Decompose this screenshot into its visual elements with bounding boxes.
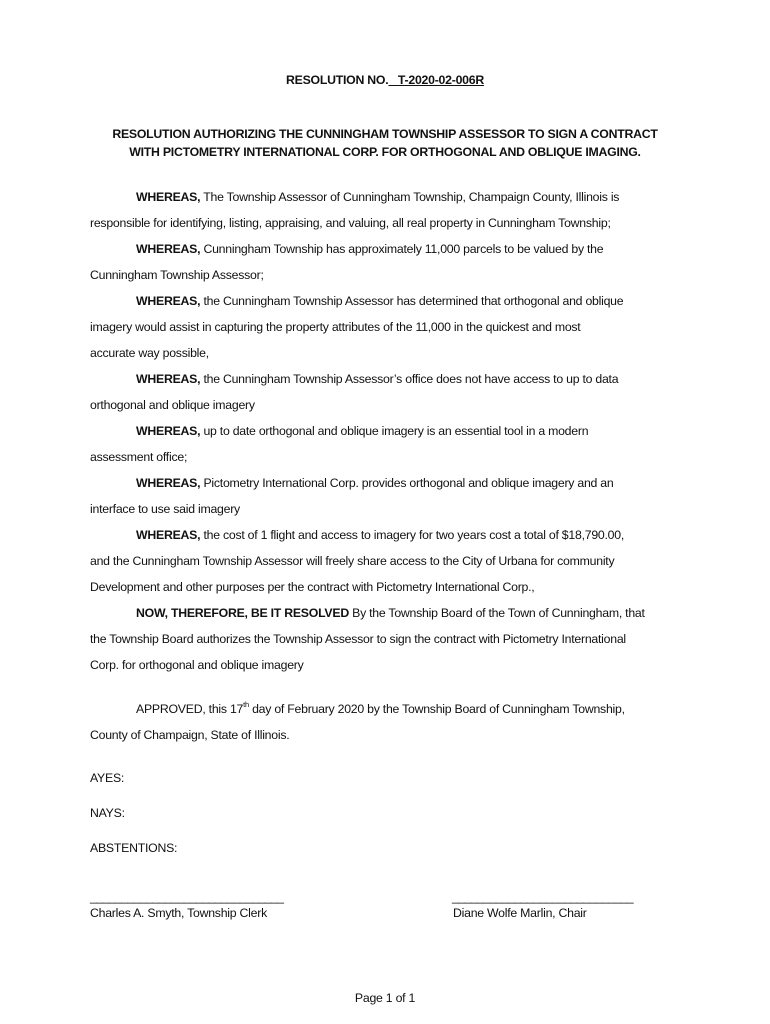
approved-statement-continuation: County of Champaign, State of Illinois.: [90, 728, 290, 742]
clause-keyword: WHEREAS,: [136, 372, 201, 386]
approved-statement: APPROVED, this 17th day of February 2020 by the Township Board of Cunningham Township,: [136, 699, 625, 716]
resolved-clause-continuation: Corp. for orthogonal and oblique imagery: [90, 658, 304, 672]
clerk-name: Charles A. Smyth, Township Clerk: [90, 906, 267, 920]
clause-4-continuation: orthogonal and oblique imagery: [90, 398, 255, 412]
clause-3-first-line: WHEREAS, the Cunningham Township Assessor has determined that orthogonal and oblique: [136, 294, 624, 308]
clause-5-continuation: assessment office;: [90, 450, 188, 464]
clause-keyword: WHEREAS,: [136, 424, 201, 438]
chair-signature-line: _____________________________: [452, 890, 633, 904]
clause-2-first-line: WHEREAS, Cunningham Township has approximately 11,000 parcels to be valued by the: [136, 242, 604, 256]
clause-7-continuation: and the Cunningham Township Assessor will freely share access to the City of Urbana for community: [90, 554, 615, 568]
resolution-number: T-2020-02-006R: [397, 73, 484, 87]
clause-6-first-line: WHEREAS, Pictometry International Corp. provides orthogonal and oblique imagery and an: [136, 476, 614, 490]
clause-7-first-line: WHEREAS, the cost of 1 flight and access to imagery for two years cost a total of $18,790.00,: [136, 528, 625, 542]
chair-name: Diane Wolfe Marlin, Chair: [453, 906, 587, 920]
resolved-clause-first-line: NOW, THEREFORE, BE IT RESOLVED By the Township Board of the Town of Cunningham, that: [136, 606, 645, 620]
clause-3-continuation: imagery would assist in capturing the property attributes of the 11,000 in the quickest and most: [90, 320, 581, 334]
ordinal-suffix: th: [243, 699, 249, 709]
document-title-line-1: RESOLUTION AUTHORIZING THE CUNNINGHAM TOWNSHIP ASSESSOR TO SIGN A CONTRACT: [112, 127, 658, 141]
clause-keyword: WHEREAS,: [136, 294, 201, 308]
clause-5-first-line: WHEREAS, up to date orthogonal and oblique imagery is an essential tool in a modern: [136, 424, 589, 438]
clause-keyword: WHEREAS,: [136, 528, 201, 542]
nays-label: NAYS:: [90, 806, 125, 820]
ayes-label: AYES:: [90, 771, 125, 785]
clause-keyword: NOW, THEREFORE, BE IT RESOLVED: [136, 606, 349, 620]
clause-1-first-line: WHEREAS, The Township Assessor of Cunningham Township, Champaign County, Illinois is: [136, 190, 620, 204]
abstentions-label: ABSTENTIONS:: [90, 841, 178, 855]
document-title-line-2: WITH PICTOMETRY INTERNATIONAL CORP. FOR ORTHOGONAL AND OBLIQUE IMAGING.: [129, 145, 641, 159]
clause-keyword: WHEREAS,: [136, 476, 201, 490]
page-number: Page 1 of 1: [354, 991, 416, 1005]
clerk-signature-line: _______________________________: [90, 890, 284, 904]
clause-7-continuation: Development and other purposes per the contract with Pictometry International Corp.,: [90, 580, 535, 594]
clause-keyword: WHEREAS,: [136, 242, 201, 256]
clause-4-first-line: WHEREAS, the Cunningham Township Assessor’s office does not have access to up to data: [136, 372, 619, 386]
resolved-clause-continuation: the Township Board authorizes the Township Assessor to sign the contract with Pictometry International: [90, 632, 626, 646]
clause-keyword: WHEREAS,: [136, 190, 201, 204]
clause-2-continuation: Cunningham Township Assessor;: [90, 268, 264, 282]
clause-6-continuation: interface to use said imagery: [90, 502, 240, 516]
clause-1-continuation: responsible for identifying, listing, appraising, and valuing, all real property in Cunningham Township;: [90, 216, 611, 230]
resolution-label: RESOLUTION NO.: [286, 73, 389, 87]
clause-3-continuation: accurate way possible,: [90, 346, 209, 360]
resolution-number-heading: [0, 73, 770, 88]
